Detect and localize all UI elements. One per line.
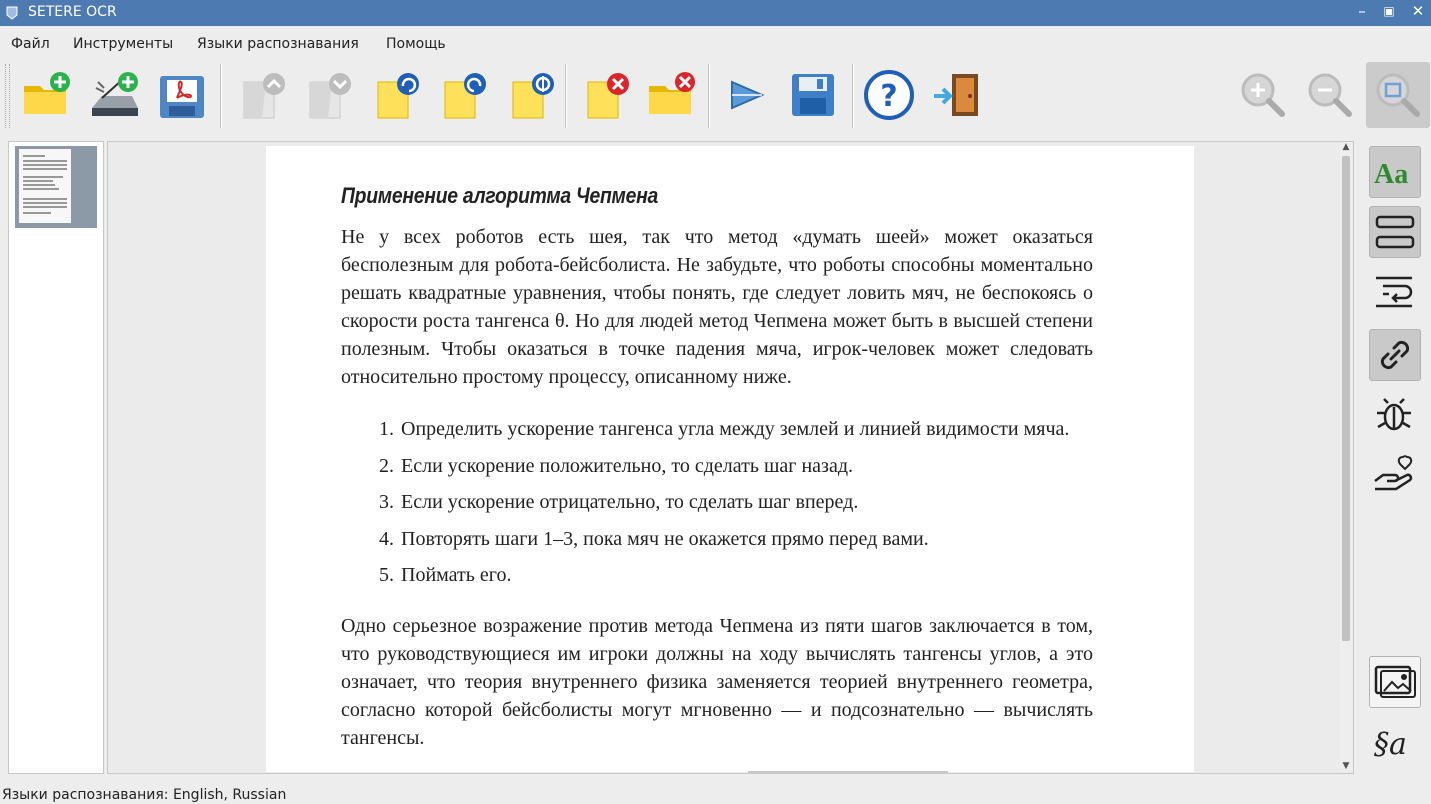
document-page: [266, 146, 1194, 772]
page-up-icon: [236, 68, 290, 122]
maximize-button[interactable]: ▣: [1383, 4, 1395, 18]
move-up-button[interactable]: [236, 68, 290, 122]
bug-icon: [1369, 389, 1419, 439]
play-icon: [720, 68, 774, 122]
zoom-out-icon: [1303, 68, 1357, 122]
text-wrap-button[interactable]: [1369, 266, 1419, 316]
document-paragraph: Не у всех роботов есть шея, так что метод «думать шеей» может оказаться бесполезным для робота-бейсболиста. Не забудьте, что роботы способны моментально решать квадратные уравнения, чтобы понять, где следует ловить мяч, не беспокоясь о скорости роста тангенса θ. Но для людей метод Чепмена может быть в высшей степени полезным. Чтобы оказаться в точке падения мяча, игрок-человек может следовать относительно простому процессу, описанному ниже.: [341, 226, 1093, 388]
open-folder-button[interactable]: [20, 68, 74, 122]
toolbar-separator: [565, 64, 566, 128]
menu-bar: [0, 28, 1431, 58]
scan-button[interactable]: [88, 68, 142, 122]
document-heading: Применение алгоритма Чепмена: [341, 183, 659, 208]
list-item: 4. Повторять шаги 1–3, пока мяч не окажется прямо перед вами.: [399, 521, 1093, 558]
list-item: 5. Поймать его.: [399, 557, 1093, 594]
link-icon: [1370, 330, 1420, 380]
toolbar-separator: [852, 64, 853, 128]
page-delete-icon: [580, 68, 634, 122]
app-icon: [6, 6, 18, 20]
delete-all-button[interactable]: [645, 68, 699, 122]
font-glyph-a: Aa: [1374, 159, 1409, 190]
svg-text:?: ?: [880, 79, 898, 114]
floppy-disk-icon: [786, 68, 840, 122]
zoom-in-button[interactable]: [1236, 68, 1290, 122]
title-bar: [0, 0, 1431, 26]
zoom-fit-button[interactable]: [1366, 62, 1430, 128]
section-sign-icon: [1369, 716, 1419, 766]
font-icon: [1370, 147, 1420, 197]
folder-delete-icon: [645, 68, 699, 122]
hand-heart-icon: [1369, 449, 1419, 499]
rotate-left-button[interactable]: [370, 68, 424, 122]
link-button[interactable]: [1369, 329, 1421, 381]
rotate-right-button[interactable]: [437, 68, 491, 122]
menu-file[interactable]: Файл: [11, 36, 50, 52]
toolbar: [0, 58, 1431, 132]
page-thumbnail[interactable]: [15, 146, 97, 228]
pdf-floppy-icon: [155, 68, 209, 122]
folder-add-icon: [20, 68, 74, 122]
debug-button[interactable]: [1369, 389, 1419, 439]
help-button[interactable]: [862, 68, 916, 122]
rotate-left-icon: [370, 68, 424, 122]
donate-button[interactable]: [1369, 449, 1419, 499]
zoom-in-icon: [1236, 68, 1290, 122]
layout-blocks-button[interactable]: [1369, 206, 1421, 258]
font-button[interactable]: [1369, 146, 1421, 198]
image-icon: [1370, 657, 1420, 707]
list-item: 3. Если ускорение отрицательно, то сделать шаг вперед.: [399, 484, 1093, 521]
vertical-scrollbar[interactable]: [1340, 142, 1352, 771]
scroll-up-arrow-icon[interactable]: ▲: [1342, 142, 1350, 152]
document-paragraph: Одно серьезное возражение против метода Чепмена из пяти шагов заключается в том, что руководствующиеся им игроки должны на ходу вычислять тангенсы углов, а это означает, что теория внутреннего физика заменяется теорией внутреннего геометра, согласно которой бейсболисты могут мгновенно — и подсознательно — вычислять тангенсы.: [341, 614, 1093, 749]
rotate-around-button[interactable]: [505, 68, 559, 122]
toolbar-separator: [708, 64, 709, 128]
save-pdf-button[interactable]: [155, 68, 209, 122]
menu-languages[interactable]: Языки распознавания: [197, 36, 359, 52]
rotate-around-icon: [505, 68, 559, 122]
blocks-icon: [1370, 207, 1420, 257]
list-item: 2. Если ускорение положительно, то сделать шаг назад.: [399, 448, 1093, 485]
rotate-right-icon: [437, 68, 491, 122]
exit-door-icon: [930, 68, 984, 122]
document-viewer[interactable]: [107, 141, 1354, 774]
horizontal-scrollbar[interactable]: [748, 771, 948, 773]
thumbnail-panel: [8, 141, 104, 774]
menu-tools[interactable]: Инструменты: [73, 36, 174, 52]
thumbnail-page: [19, 149, 71, 223]
help-icon: [862, 68, 916, 122]
section-glyph: §a: [1374, 727, 1407, 762]
zoom-out-button[interactable]: [1303, 68, 1357, 122]
recognize-button[interactable]: [720, 68, 774, 122]
move-down-button[interactable]: [302, 68, 356, 122]
toolbar-separator: [220, 64, 221, 128]
scanner-icon: [88, 68, 142, 122]
page-down-icon: [302, 68, 356, 122]
status-text: Языки распознавания: English, Russian: [2, 787, 287, 803]
status-bar: [0, 786, 1431, 804]
menu-help[interactable]: Помощь: [386, 36, 446, 52]
section-sign-button[interactable]: [1369, 716, 1419, 766]
steps-list: [341, 411, 1093, 594]
close-button[interactable]: ✕: [1411, 2, 1425, 20]
list-item: 1. Определить ускорение тангенса угла между землей и линией видимости мяча.: [399, 411, 1093, 448]
side-toolbar: [1366, 141, 1420, 781]
window-title: SETERE OCR: [28, 4, 117, 20]
minimize-button[interactable]: –: [1358, 2, 1366, 20]
image-button[interactable]: [1369, 656, 1421, 708]
scrollbar-thumb[interactable]: [1342, 156, 1350, 641]
text-wrap-icon: [1369, 266, 1419, 316]
scroll-down-arrow-icon[interactable]: ▼: [1342, 761, 1350, 771]
document-text: [341, 183, 1093, 752]
exit-button[interactable]: [930, 68, 984, 122]
delete-page-button[interactable]: [580, 68, 634, 122]
zoom-fit-icon: [1371, 68, 1425, 122]
toolbar-grip[interactable]: [5, 64, 10, 128]
save-button[interactable]: [786, 68, 840, 122]
